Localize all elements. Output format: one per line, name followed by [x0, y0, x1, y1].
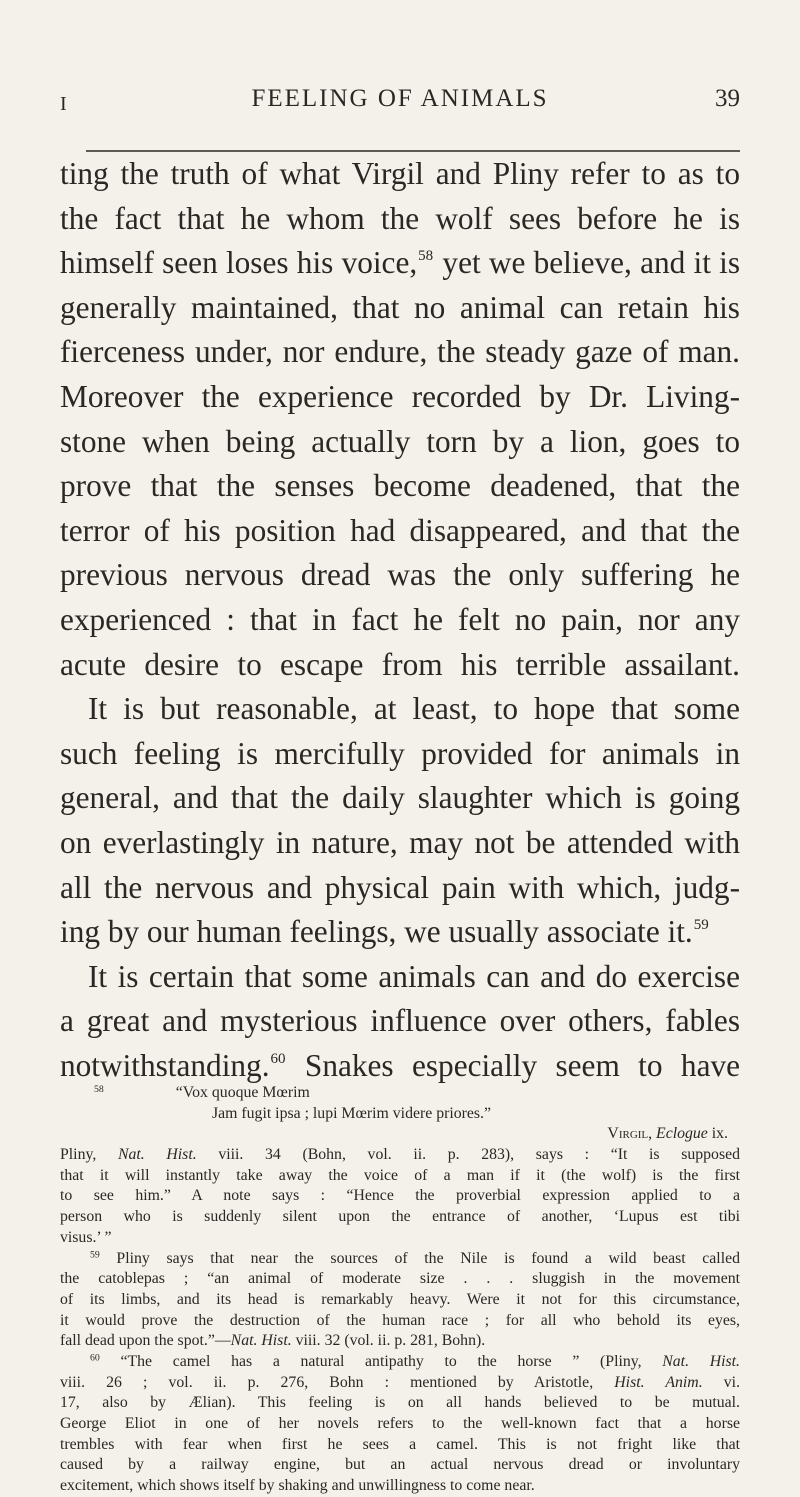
body-text	[60, 152, 740, 1088]
footnote-58-line: person who is suddenly silent upon the entrance of another, ‘Lupus est tibi	[60, 1208, 740, 1226]
body-line: acute desire to escape from his terrible assailant.	[60, 646, 740, 682]
footnote-60-line: excitement, which shows itself by shaking and unwillingness to come near.	[60, 1477, 535, 1495]
body-line: terror of his position had disappeared, and that the	[60, 512, 740, 548]
footnote-58-attribution: Virgil, Eclogue ix.	[607, 1125, 728, 1143]
running-title: FEELING OF ANIMALS	[251, 85, 549, 112]
body-line: general, and that the daily slaughter which is going	[60, 780, 740, 816]
body-line: on everlastingly in nature, may not be attended with	[60, 824, 740, 860]
body-line: experienced : that in fact he felt no pain, nor any	[60, 601, 740, 637]
footnote-59-line: fall dead upon the spot.”—Nat. Hist. viii. 32 (vol. ii. p. 281, Bohn).	[60, 1332, 486, 1350]
footnote-59-line: of its limbs, and its head is remarkably heavy. Were it not for this circumstance,	[60, 1290, 740, 1308]
footnotes	[60, 1083, 740, 1497]
footnote-60-line: caused by a railway engine, but an actual nervous dread or involuntary	[60, 1456, 740, 1474]
footnote-60-line: $^{60}$ “The camel has a natural antipathy to the horse ” (Pliny, Nat. Hist.	[90, 1352, 740, 1370]
chapter-number: I	[60, 93, 68, 115]
footnote-58-line: visus.’ ”	[60, 1228, 112, 1246]
footnote-58-line: that it will instantly take away the voice of a man if it (the wolf) is the first	[60, 1166, 740, 1184]
body-line: previous nervous dread was the only suffering he	[60, 557, 740, 593]
body-line: a great and mysterious influence over others, fables	[60, 1003, 740, 1039]
footnote-60-number: 60	[90, 1352, 100, 1364]
footnote-60-line: George Eliot in one of her novels refers to the well-known fact that a horse	[60, 1415, 740, 1432]
body-line: ing by our human feelings, we usually associate it.$^{59}$	[60, 914, 709, 950]
footnote-59-number: 59	[90, 1249, 100, 1261]
footnote-60-line: trembles with fear when first he sees a camel. This is not fright like that	[60, 1435, 740, 1453]
body-line: such feeling is mercifully provided for animals in	[60, 735, 740, 771]
body-line: stone when being actually torn by a lion, goes to	[60, 423, 740, 459]
footnote-ref: 60	[270, 1051, 286, 1068]
body-line: fierceness under, nor endure, the steady gaze of man.	[60, 334, 740, 370]
running-header	[60, 83, 740, 129]
body-line: notwithstanding.$^{60}$ Snakes especially seem to have	[60, 1047, 740, 1083]
footnote-ref: 58	[418, 248, 434, 265]
body-line: It is but reasonable, at least, to hope that some	[88, 691, 740, 727]
footnote-58-line: Pliny, Nat. Hist. viii. 34 (Bohn, vol. ii. p. 283), says : “It is supposed	[60, 1146, 740, 1164]
footnote-60-line: viii. 26 ; vol. ii. p. 276, Bohn : mentioned by Aristotle, Hist. Anim. vi.	[60, 1373, 741, 1391]
page-number: 39	[715, 85, 740, 112]
body-line: all the nervous and physical pain with which, judg-	[60, 869, 740, 905]
body-line: ting the truth of what Virgil and Pliny refer to as to	[60, 156, 740, 191]
footnote-59-line: it would prove the destruction of the human race ; for all who behold its eyes,	[60, 1311, 740, 1329]
body-line: the fact that he whom the wolf sees before he is	[60, 200, 740, 236]
footnote-60-line: 17, also by Ælian). This feeling is on all hands believed to be mutual.	[60, 1394, 740, 1412]
body-line: himself seen loses his voice,$^{58}$ yet we believe, and it is	[60, 245, 741, 281]
body-line: Moreover the experience recorded by Dr. Living-	[60, 378, 740, 414]
body-line: It is certain that some animals can and do exercise	[88, 958, 740, 994]
footnote-59-line: the catoblepas ; “an animal of moderate size . . . sluggish in the movement	[60, 1270, 740, 1288]
body-line: prove that the senses become deadened, that the	[60, 468, 740, 504]
footnote-58-verse-1: $^{58}$ “Vox quoque Mœrim	[94, 1083, 310, 1101]
footnote-ref: 59	[693, 917, 709, 934]
body-line: generally maintained, that no animal can retain his	[60, 289, 740, 325]
footnote-58-number: 58	[94, 1083, 104, 1095]
footnote-59-line: $^{59}$ Pliny says that near the sources of the Nile is found a wild beast called	[90, 1249, 740, 1267]
footnote-58-line: to see him.” A note says : “Hence the proverbial expression applied to a	[60, 1187, 740, 1205]
footnote-58-verse-2: Jam fugit ipsa ; lupi Mœrim videre priores.”	[212, 1104, 492, 1122]
